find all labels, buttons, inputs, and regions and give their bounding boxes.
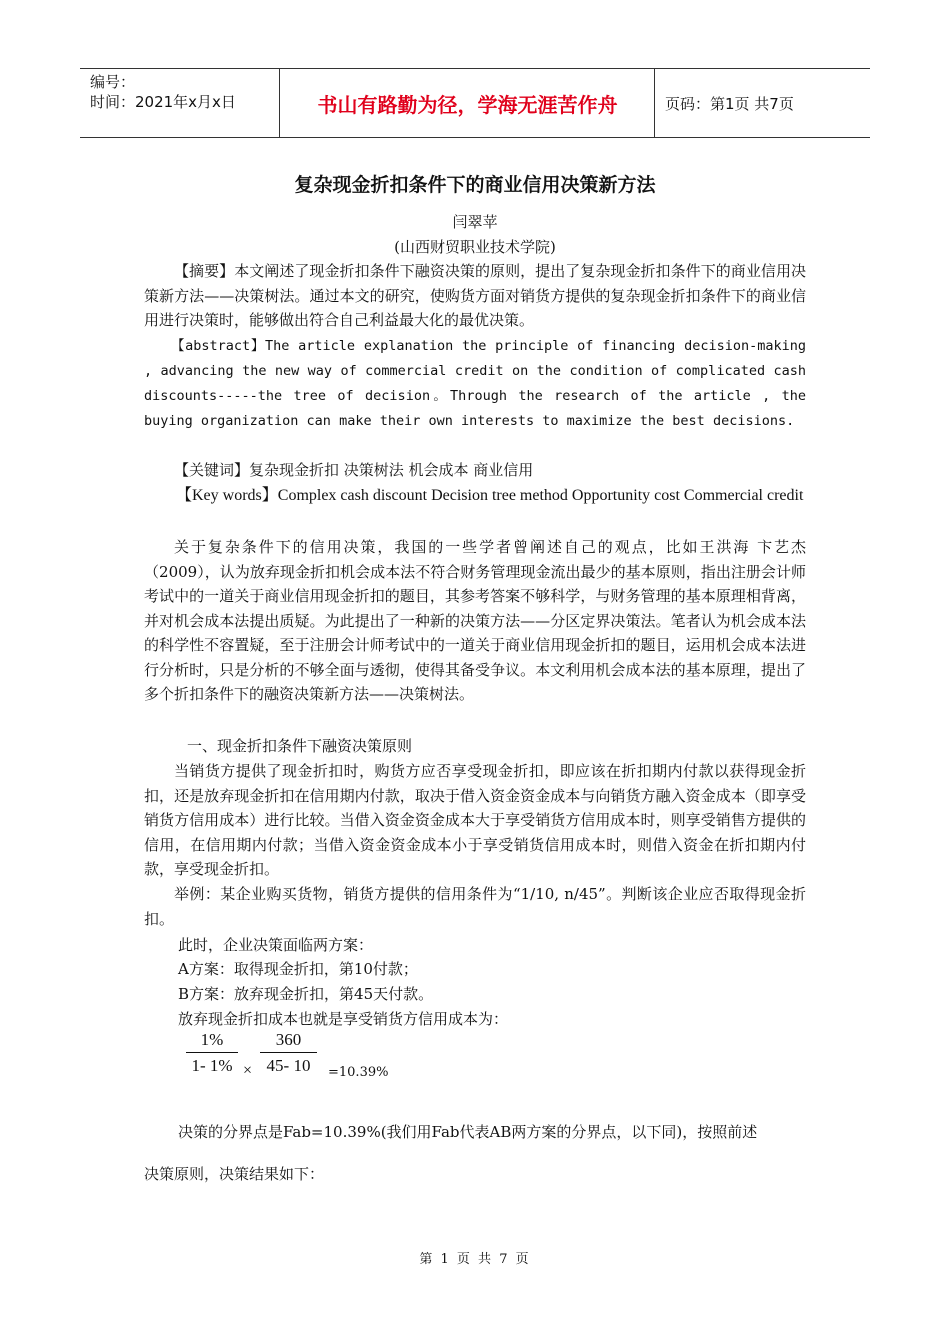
article-title: 复杂现金折扣条件下的商业信用决策新方法 [294,174,656,196]
header-number-label: 编号： [90,73,136,91]
article-author: 闫翠苹 [452,213,498,231]
section1-paragraph: 当销货方提供了现金折扣时，购货方应否享受现金折扣，即应该在折扣期内付款以获得现金折扣，还是放弃现金折扣在信用期内付款，取决于借入资金资金成本与向销货方融入资金成本（即享受销货方信用成本）进行比较。当借入资金资金成本大于享受销货方信用成本时，则享受销售方提供的信用，在信用期内付款；当借入资金资金成本小于享受销货信用成本时，则借入资金在折扣期内付款，享受现金折扣。 [144,762,806,878]
header-page-info: 页码：第1页 共7页 [665,94,794,113]
formula-result: =10.39% [328,1065,389,1080]
header-meta [80,69,280,137]
formula-fraction-1 [186,1030,238,1076]
plan-a: A方案：取得现金折扣，第10付款； [178,960,418,978]
boundary-sentence: 决策的分界点是Fab=10.39%(我们用Fab代表AB两方案的分界点，以下同)，按照前述 [178,1123,758,1141]
fraction-2-numerator: 360 [260,1030,317,1053]
fraction-1-denominator: 1- 1% [191,1056,233,1075]
section1-title: 一、现金折扣条件下融资决策原则 [187,737,413,755]
cost-intro: 放弃现金折扣成本也就是享受销货方信用成本为： [178,1010,509,1028]
page-header [80,68,870,138]
page-footer: 第 1 页 共 7 页 [419,1252,531,1267]
article-affiliation: (山西财贸职业技术学院) [394,238,556,256]
keywords-cn: 【关键词】复杂现金折扣 决策树法 机会成本 商业信用 [174,461,534,479]
header-time-label: 时间：2021年x月x日 [90,93,236,111]
header-motto: 书山有路勤为径，学海无涯苦作舟 [281,69,655,137]
boundary-sentence-cont: 决策原则，决策结果如下： [144,1165,325,1183]
plan-b: B方案：放弃现金折扣，第45天付款。 [178,985,434,1003]
keywords-en: 【Key words】Complex cash discount Decision tree method Opportunity cost Commercial credit [176,487,804,504]
example-paragraph: 举例：某企业购买货物，销货方提供的信用条件为“1/10, n/45”。判断该企业应否取得现金折扣。 [144,885,806,928]
plans-intro: 此时，企业决策面临两方案： [178,936,374,954]
formula-fraction-2 [260,1030,317,1076]
fraction-1-numerator: 1% [186,1030,238,1053]
intro-paragraph: 关于复杂条件下的信用决策，我国的一些学者曾阐述自己的观点，比如王洪海 卞艺杰（2009），认为放弃现金折扣机会成本法不符合财务管理现金流出最少的基本原则，指出注册会计师考试中的一道关于商业信用现金折扣的题目，其参考答案不够科学，与财务管理的基本原理相背离，并对机会成本法提出质疑。为此提出了一种新的决策方法——分区定界决策法。笔者认为机会成本法的科学性不容置疑，至于注册会计师考试中的一道关于商业信用现金折扣的题目，运用机会成本法进行分析时，只是分析的不够全面与透彻，使得其备受争议。本文利用机会成本法的基本原理，提出了多个折扣条件下的融资决策新方法——决策树法。 [144,538,806,703]
fraction-2-denominator: 45- 10 [266,1056,311,1075]
abstract-en: 【abstract】The article explanation the principle of financing decision-making , advancing the new way of commercial credit on the condition of complicated cash discounts-----the tree of decision。Through the research of the article , the buying organization can make their own interests to maximize the best decisions. [144,338,806,429]
multiply-sign: × [243,1062,253,1079]
abstract-cn: 【摘要】本文阐述了现金折扣条件下融资决策的原则，提出了复杂现金折扣条件下的商业信用决策新方法——决策树法。通过本文的研究，使购货方面对销货方提供的复杂现金折扣条件下的商业信用进行决策时，能够做出符合自己利益最大化的最优决策。 [144,262,806,329]
